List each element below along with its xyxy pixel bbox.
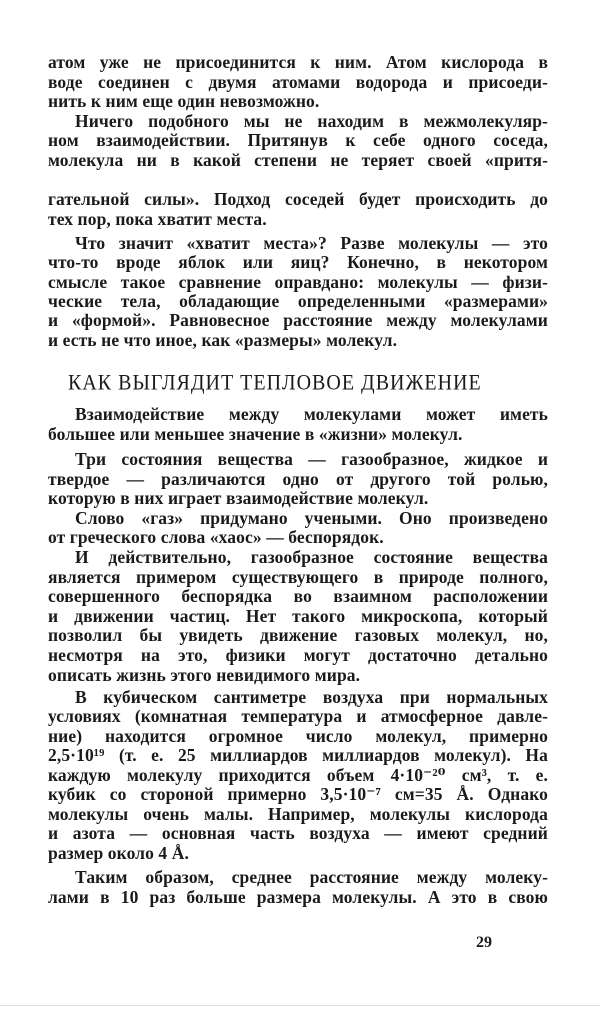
section-heading: КАК ВЫГЛЯДИТ ТЕПЛОВОЕ ДВИЖЕНИЕ (68, 370, 482, 396)
text-line: и есть не что иное, как «размеры» молекул. (48, 330, 398, 350)
text-line: нить к ним еще один невозможно. (48, 91, 320, 111)
text-line: Таким образом, среднее расстояние между молеку- (75, 867, 548, 887)
text-line: молекула ни в какой степени не теряет своей «притя- (48, 150, 548, 170)
text-line: лами в 10 раз больше размера молекулы. А это в свою (48, 887, 548, 907)
text-line: воде соединен с двумя атомами водорода и присоеди- (48, 72, 548, 92)
text-line: В кубическом сантиметре воздуха при нормальных (75, 687, 548, 707)
text-line: от греческого слова «хаос» — беспорядок. (48, 527, 384, 547)
text-line: гательной силы». Подход соседей будет происходить до (48, 189, 548, 209)
text-line: которую в них играет взаимодействие молекул. (48, 488, 429, 508)
text-line: несмотря на это, физики могут достаточно детально (48, 645, 548, 665)
text-line: условиях (комнатная температура и атмосферное давле- (48, 706, 548, 726)
text-line: Три состояния вещества — газообразное, жидкое и (75, 449, 548, 469)
text-line: Ничего подобного мы не находим в межмолекуляр- (75, 111, 548, 131)
text-line: и азота — основная часть воздуха — имеют средний (48, 823, 548, 843)
text-line: большее или меньшее значение в «жизни» молекул. (48, 424, 463, 444)
text-line: атом уже не присоединится к ним. Атом кислорода в (48, 52, 548, 72)
text-line: каждую молекулу приходится объем 4·10⁻²⁰ см³, т. е. (48, 765, 548, 785)
text-line: Взаимодействие между молекулами может иметь (75, 404, 548, 424)
text-line: тех пор, пока хватит места. (48, 209, 267, 229)
text-line: является примером существующего в природе полного, (48, 567, 548, 587)
text-line: И действительно, газообразное состояние вещества (75, 547, 548, 567)
text-line: ние) находится огромное число молекул, примерно (48, 726, 548, 746)
text-line: описать жизнь этого невидимого мира. (48, 665, 361, 685)
text-line: позволил бы увидеть движение газовых молекул, но, (48, 625, 548, 645)
page-edge (0, 1005, 600, 1006)
text-line: ческие тела, обладающие определенными «размерами» (48, 291, 548, 311)
text-line: и движении частиц. Нет такого микроскопа, который (48, 606, 548, 626)
text-line: ном взаимодействии. Притянув к себе одного соседа, (48, 130, 548, 150)
text-line: и «формой». Равновесное расстояние между молекулами (48, 310, 548, 330)
text-line: Что значит «хватит места»? Разве молекулы — это (75, 233, 548, 253)
text-line: совершенного беспорядка во взаимном расположении (48, 586, 548, 606)
text-line: кубик со стороной примерно 3,5·10⁻⁷ см=35 Å. Однако (48, 784, 548, 804)
text-line: молекулы очень малы. Например, молекулы кислорода (48, 804, 548, 824)
text-line: твердое — различаются одно от другого той ролью, (48, 469, 548, 489)
text-line: 2,5·10¹⁹ (т. е. 25 миллиардов миллиардов молекул). На (48, 745, 548, 765)
text-line: что-то вроде яблок или яиц? Конечно, в некотором (48, 252, 548, 272)
text-line: смысле такое сравнение оправдано: молекулы — физи- (48, 272, 548, 292)
text-line: размер около 4 Å. (48, 843, 189, 863)
page-number: 29 (476, 934, 492, 951)
text-line: Слово «газ» придумано учеными. Оно произведено (75, 508, 548, 528)
